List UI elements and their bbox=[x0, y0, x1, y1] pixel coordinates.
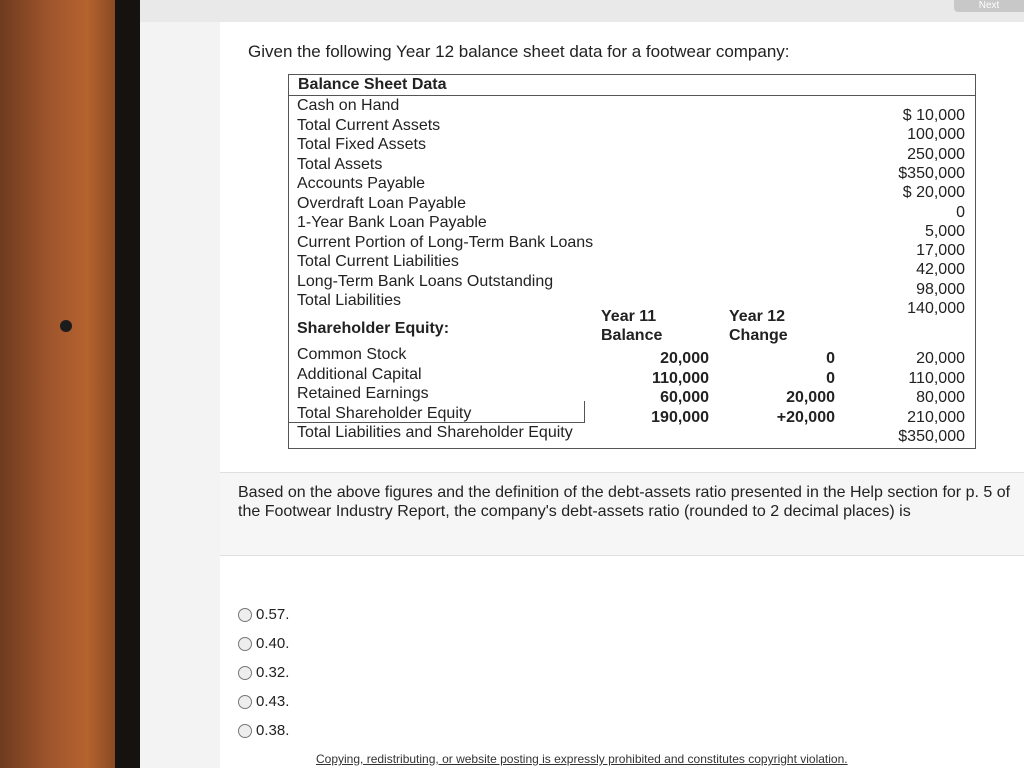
row-label: Total Liabilities bbox=[297, 292, 402, 309]
row-value: 5,000 bbox=[924, 222, 965, 240]
answer-option[interactable] bbox=[238, 629, 289, 658]
equity-value: $350,000 bbox=[898, 428, 965, 445]
answer-option[interactable] bbox=[238, 716, 289, 745]
col-year12-line2: Change bbox=[729, 327, 788, 344]
option-label: 0.43. bbox=[256, 693, 290, 710]
camera-dot bbox=[60, 320, 72, 332]
prompt-text: Based on the above figures and the definition of the debt-assets ratio presented in the Help section for p. 5 of the Footwear Industry Report, the company's debt-assets ratio (rounded to 2 decimal places) is bbox=[238, 484, 1011, 520]
equity-year11: 60,000 bbox=[660, 389, 709, 406]
question-panel bbox=[220, 22, 1024, 768]
table-header: Balance Sheet Data bbox=[289, 75, 975, 96]
row-label: 1-Year Bank Loan Payable bbox=[297, 214, 487, 231]
row-value: $ 10,000 bbox=[902, 107, 965, 124]
row-value: 250,000 bbox=[907, 145, 965, 163]
row-value: $350,000 bbox=[898, 164, 965, 182]
equity-value: 20,000 bbox=[916, 350, 965, 367]
row-label: Total Current Liabilities bbox=[297, 253, 459, 270]
equity-value: 80,000 bbox=[916, 389, 965, 406]
option-label: 0.38. bbox=[256, 722, 290, 739]
radio-button[interactable] bbox=[238, 724, 252, 738]
row-label: Long-Term Bank Loans Outstanding bbox=[297, 272, 554, 290]
equity-year11: 20,000 bbox=[660, 350, 709, 367]
col-year12-line1: Year 12 bbox=[729, 308, 786, 325]
radio-button[interactable] bbox=[238, 666, 252, 680]
option-label: 0.57. bbox=[256, 606, 290, 623]
answer-option[interactable] bbox=[238, 600, 289, 629]
answer-option[interactable] bbox=[238, 687, 289, 716]
top-bar bbox=[140, 0, 1024, 22]
desk-background bbox=[0, 0, 125, 768]
equity-value: 110,000 bbox=[908, 369, 965, 387]
row-label: Total Current Assets bbox=[297, 116, 441, 134]
row-value: 98,000 bbox=[916, 280, 965, 298]
equity-label: Retained Earnings bbox=[297, 385, 429, 402]
prompt-box bbox=[220, 472, 1024, 556]
option-label: 0.32. bbox=[256, 664, 290, 681]
row-value: 100,000 bbox=[907, 126, 965, 144]
equity-header: Shareholder Equity: bbox=[297, 320, 450, 337]
radio-button[interactable] bbox=[238, 608, 252, 622]
equity-year12: 20,000 bbox=[786, 389, 835, 406]
row-label: Cash on Hand bbox=[297, 97, 400, 114]
balance-sheet-table bbox=[288, 74, 976, 449]
screen bbox=[140, 0, 1024, 768]
row-label: Accounts Payable bbox=[297, 175, 426, 192]
row-value: $ 20,000 bbox=[902, 184, 965, 202]
equity-label: Total Shareholder Equity bbox=[297, 404, 472, 422]
row-value: 0 bbox=[956, 203, 965, 221]
radio-button[interactable] bbox=[238, 637, 252, 651]
radio-button[interactable] bbox=[238, 695, 252, 709]
row-label: Total Fixed Assets bbox=[297, 136, 426, 153]
answer-option[interactable] bbox=[238, 658, 289, 687]
row-value: 17,000 bbox=[916, 242, 965, 260]
option-label: 0.40. bbox=[256, 635, 290, 652]
next-button[interactable]: Next bbox=[954, 0, 1024, 12]
equity-label: Additional Capital bbox=[297, 365, 422, 383]
equity-year12: +20,000 bbox=[776, 408, 835, 426]
equity-year12: 0 bbox=[826, 369, 835, 387]
answer-options bbox=[238, 600, 289, 745]
col-year11-line2: Balance bbox=[601, 327, 663, 344]
equity-label: Total Liabilities and Shareholder Equity bbox=[297, 424, 573, 441]
row-label: Current Portion of Long-Term Bank Loans bbox=[297, 233, 594, 251]
row-label: Total Assets bbox=[297, 155, 383, 173]
equity-value: 210,000 bbox=[907, 408, 965, 426]
screen-bezel bbox=[115, 0, 140, 768]
row-value: 42,000 bbox=[916, 261, 965, 279]
col-year11-line1: Year 11 bbox=[601, 308, 657, 325]
equity-year12: 0 bbox=[826, 350, 835, 367]
row-label: Overdraft Loan Payable bbox=[297, 194, 466, 212]
copyright-footer: Copying, redistributing, or website posting is expressly prohibited and constitutes copyright violation. bbox=[316, 752, 848, 766]
equity-year11: 190,000 bbox=[651, 408, 709, 426]
equity-label: Common Stock bbox=[297, 346, 407, 363]
equity-year11: 110,000 bbox=[652, 369, 709, 387]
question-text: Given the following Year 12 balance sheet data for a footwear company: bbox=[248, 42, 790, 61]
row-value: 140,000 bbox=[907, 300, 965, 317]
